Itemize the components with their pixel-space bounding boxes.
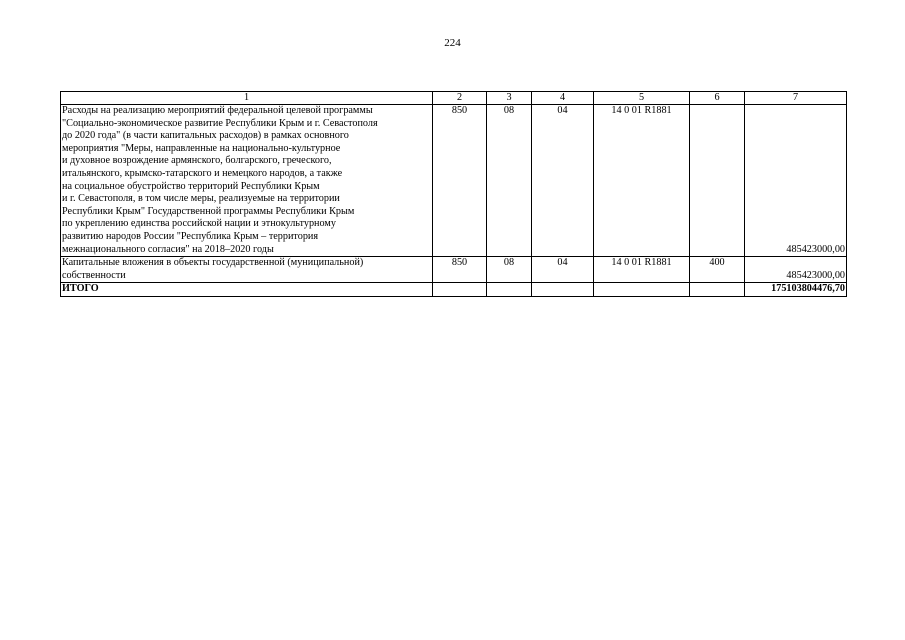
description-line: по укреплению единства российской нации и этнокультурному (62, 218, 336, 230)
description-line: на социальное обустройство территорий Республики Крым (62, 180, 320, 192)
description-line: мероприятия "Меры, направленные на национально-культурное (62, 142, 341, 154)
header-col-5: 5 (594, 92, 690, 105)
row-description (61, 105, 433, 257)
empty-cell (487, 283, 532, 297)
description-line: развитию народов России "Республика Крым – территория (62, 230, 319, 242)
description-line: межнационального согласия" на 2018–2020 годы (62, 243, 274, 255)
subsection-code-cell: 04 (532, 105, 594, 257)
table-header-row (61, 92, 847, 105)
target-article-cell: 14 0 01 R1881 (594, 105, 690, 257)
section-code-cell: 08 (487, 105, 532, 257)
amount-cell: 485423000,00 (745, 257, 847, 283)
description-line: Республики Крым" Государственной программы Республики Крым (62, 205, 355, 217)
header-col-6: 6 (690, 92, 745, 105)
empty-cell (594, 283, 690, 297)
table-row (61, 105, 847, 257)
description-line: "Социально-экономическое развитие Республики Крым и г. Севастополя (62, 117, 378, 129)
empty-cell (532, 283, 594, 297)
description-line: Капитальные вложения в объекты государственной (муниципальной) (62, 257, 364, 269)
description-line: до 2020 года" (в части капитальных расходов) в рамках основного (62, 130, 349, 142)
row-description (61, 257, 433, 283)
total-amount: 175103804476,70 (745, 283, 847, 297)
target-article-cell: 14 0 01 R1881 (594, 257, 690, 283)
header-col-3: 3 (487, 92, 532, 105)
table-row (61, 257, 847, 283)
page-number: 224 (444, 37, 461, 49)
header-col-4: 4 (532, 92, 594, 105)
budget-table (60, 91, 847, 297)
header-col-2: 2 (433, 92, 487, 105)
description-line: Расходы на реализацию мероприятий федеральной целевой программы (62, 105, 373, 116)
admin-code-cell: 850 (433, 257, 487, 283)
description-line: и г. Севастополя, в том числе меры, реализуемые на территории (62, 193, 340, 205)
section-code-cell: 08 (487, 257, 532, 283)
subsection-code-cell: 04 (532, 257, 594, 283)
expense-type-cell: 400 (690, 257, 745, 283)
header-col-1: 1 (61, 92, 433, 105)
admin-code-cell: 850 (433, 105, 487, 257)
description-line: итальянского, крымско-татарского и немецкого народов, а также (62, 167, 343, 179)
total-row (61, 283, 847, 297)
amount-cell: 485423000,00 (745, 105, 847, 257)
description-line: и духовное возрождение армянского, болгарского, греческого, (62, 155, 332, 167)
total-label: ИТОГО (61, 283, 433, 297)
header-col-7: 7 (745, 92, 847, 105)
description-line: собственности (62, 269, 126, 281)
expense-type-cell (690, 105, 745, 257)
empty-cell (690, 283, 745, 297)
empty-cell (433, 283, 487, 297)
